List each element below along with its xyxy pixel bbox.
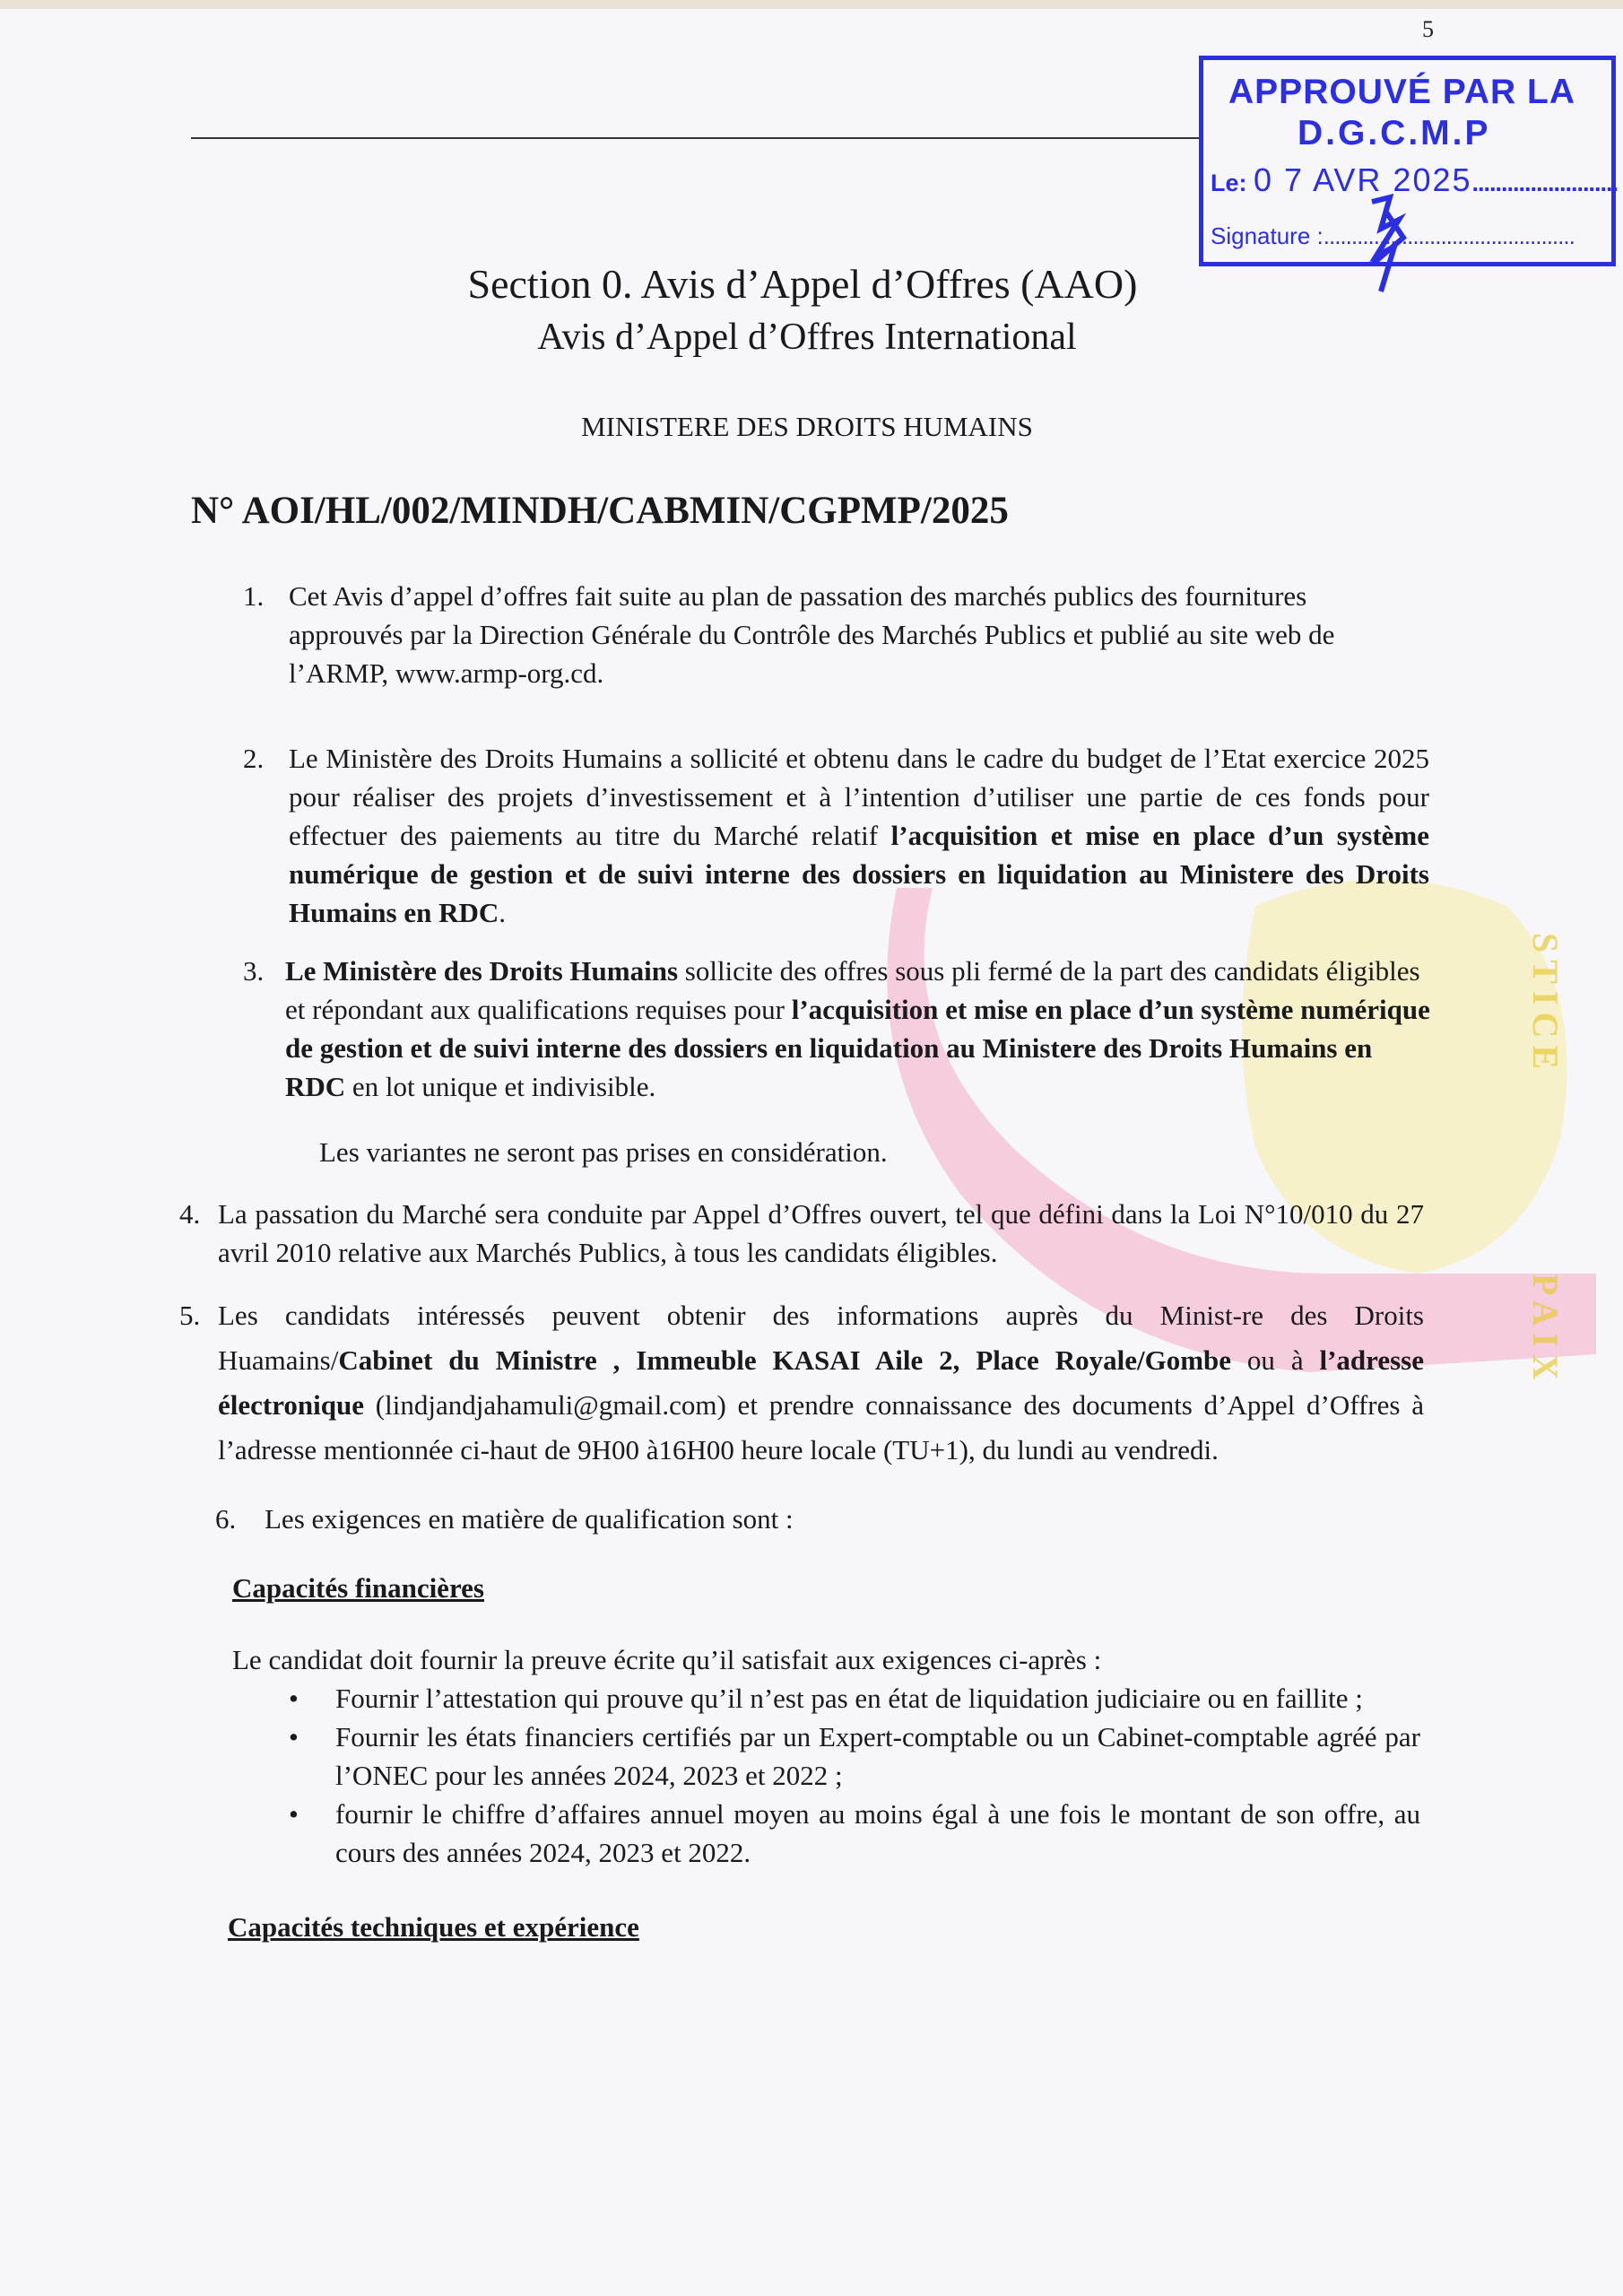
item-3-seg: en lot unique et indivisible. xyxy=(345,1071,656,1102)
item-2-bold: l’acquisition et mise en place d’un système numérique de gestion et de suivi interne des dossiers en liquidation au Ministere des Droits Humains en RDC xyxy=(289,820,1429,928)
stamp-signature-row: Signature :............................................. xyxy=(1211,222,1575,249)
stamp-date-row: Le: 0 7 AVR 2025......................... xyxy=(1211,161,1619,198)
item-2-number: 2. xyxy=(243,743,265,774)
variants-note: Les variantes ne seront pas prises en considération. xyxy=(319,1136,888,1168)
stamp-line1: APPROUVÉ PAR LA xyxy=(1228,73,1575,111)
technical-heading: Capacités techniques et expérience xyxy=(228,1911,639,1943)
item-4 xyxy=(179,1195,1424,1272)
financial-bullet-1-text: Fournir l’attestation qui prouve qu’il n’est pas en état de liquidation judiciaire ou en faillite ; xyxy=(335,1683,1363,1714)
financial-bullet-1 xyxy=(289,1679,1420,1718)
item-3-bold: Le Ministère des Droits Humains xyxy=(285,955,679,987)
financial-heading: Capacités financières xyxy=(232,1572,484,1604)
stamp-signature-label: Signature : xyxy=(1211,222,1324,249)
scan-edge xyxy=(0,0,1623,9)
financial-bullet-3-text: fournir le chiffre d’affaires annuel moyen au moins égal à une fois le montant de son offre, au cours des années 2024, 2023 et 2022. xyxy=(335,1798,1420,1868)
item-3 xyxy=(243,952,1431,1106)
item-1 xyxy=(243,577,1396,692)
item-5-number: 5. xyxy=(179,1300,201,1331)
financial-bullet-2-text: Fournir les états financiers certifiés par un Expert-comptable ou un Cabinet-comptable agréé par l’ONEC pour les années 2024, 2023 et 2022 ; xyxy=(335,1721,1420,1791)
item-2-seg: Le Ministère des Droits Humains a sollicité et obtenu dans le cadre du budget de l’Etat exercice 2025 pour réaliser des projets d’investissement et à l’intention d’utiliser une partie de ces fonds pour effectuer des paiements au titre du Marché relatif xyxy=(289,743,1429,851)
item-5-seg: Les candidats intéressés peuvent obtenir des informations auprès du Minist-re des Droits Huamains/ xyxy=(218,1300,1424,1376)
contact-email: (lindjandjahamuli@gmail.com) xyxy=(364,1389,726,1421)
document-body xyxy=(179,577,1435,1944)
bullet-icon: • xyxy=(289,1683,299,1714)
financial-bullet-2 xyxy=(289,1718,1420,1795)
item-6-seg: Les exigences en matière de qualification sont : xyxy=(265,1503,794,1535)
item-3-bold: l’acquisition et mise en place d’un système numérique de gestion et de suivi interne des dossiers en liquidation au Ministere des Droits Humains en RDC xyxy=(285,994,1430,1102)
item-4-number: 4. xyxy=(179,1198,201,1230)
item-4-seg: La passation du Marché sera conduite par Appel d’Offres ouvert, tel que défini dans la Loi N°10/010 du 27 avril 2010 relative aux Marchés Publics, à tous les candidats éligibles. xyxy=(218,1198,1424,1268)
reference-number: N° AOI/HL/002/MINDH/CABMIN/CGPMP/2025 xyxy=(191,490,1009,532)
item-5-seg: ou à xyxy=(1231,1344,1320,1376)
stamp-line2: D.G.C.M.P xyxy=(1298,114,1491,152)
item-1-text xyxy=(289,577,1396,692)
item-5-seg: et prendre connaissance des documents d’Appel d’Offres à l’adresse mentionnée ci-haut de 9H00 à16H00 heure locale (TU+1), du lundi au vendredi. xyxy=(218,1389,1424,1465)
item-5-bold: l’adresse électronique xyxy=(218,1344,1425,1421)
item-1-seg: Cet Avis d’appel d’offres fait suite au plan de passation des marchés publics des fournitures approuvés par la Direction Générale du Contrôle des Marchés Publics et publié au site web de l’ARMP, www.armp-org.cd. xyxy=(289,580,1335,689)
bullet-icon: • xyxy=(289,1721,299,1752)
bullet-icon: • xyxy=(289,1798,299,1830)
watermark-text-stice: STICE xyxy=(1525,933,1566,1077)
item-6-number: 6. xyxy=(215,1503,237,1535)
watermark-text-paix: PAIX xyxy=(1525,1274,1566,1387)
financial-bullet-3 xyxy=(289,1795,1420,1872)
item-3-number: 3. xyxy=(243,955,265,987)
page-number: 5 xyxy=(1422,16,1434,42)
item-6 xyxy=(215,1500,1341,1538)
item-2 xyxy=(243,739,1429,932)
ministry-name: MINISTERE DES DROITS HUMAINS xyxy=(581,411,1033,442)
item-4-text xyxy=(218,1195,1424,1272)
header-rule xyxy=(191,137,1199,139)
stamp-date-label: Le: xyxy=(1211,170,1254,196)
item-3-text xyxy=(285,952,1431,1106)
section-subtitle: Avis d’Appel d’Offres International xyxy=(537,317,1077,358)
item-3-seg: sollicite des offres sous pli fermé de la part des candidats éligibles et répondant aux qualifications requises pour xyxy=(285,955,1420,1025)
item-5 xyxy=(179,1293,1425,1473)
item-5-text xyxy=(218,1293,1424,1473)
item-6-text xyxy=(265,1500,1341,1538)
item-2-text xyxy=(289,739,1429,932)
stamp-date: 0 7 AVR 2025 xyxy=(1254,161,1472,198)
financial-intro: Le candidat doit fournir la preuve écrite qu’il satisfait aux exigences ci-après : xyxy=(232,1644,1102,1675)
item-2-seg: . xyxy=(499,897,507,928)
item-1-number: 1. xyxy=(243,580,265,612)
item-5-bold: Cabinet du Ministre , Immeuble KASAI Aile 2, Place Royale/Gombe xyxy=(338,1344,1232,1376)
section-title: Section 0. Avis d’Appel d’Offres (AAO) xyxy=(467,261,1138,307)
